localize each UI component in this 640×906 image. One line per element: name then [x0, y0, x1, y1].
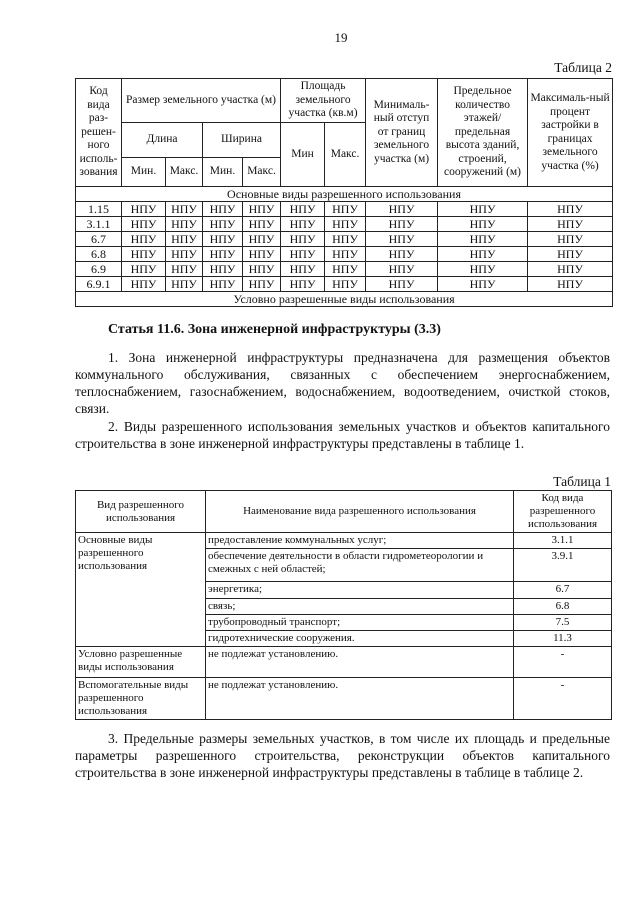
header-code: Код вида раз-решен-ного исполь-зования: [76, 79, 122, 187]
cell-name: энергетика;: [206, 582, 514, 599]
cell-code: 3.1.1: [76, 217, 122, 232]
cell-code: 3.9.1: [514, 549, 612, 582]
cell-value: НПУ: [325, 277, 366, 292]
cell-value: НПУ: [203, 262, 243, 277]
cell-value: НПУ: [366, 202, 438, 217]
table1-label: Таблица 1: [553, 474, 611, 489]
header-kind: Вид разрешенного использования: [76, 491, 206, 533]
group-conditional: Условно разрешенные виды использования: [76, 647, 206, 678]
cell-value: НПУ: [243, 202, 281, 217]
cell-value: НПУ: [122, 232, 166, 247]
header-size: Размер земельного участка (м): [122, 79, 281, 123]
cell-value: НПУ: [528, 262, 613, 277]
cell-code: 6.8: [514, 599, 612, 615]
header-area: Площадь земельного участка (кв.м): [281, 79, 366, 123]
cell-code: 11.3: [514, 631, 612, 647]
table-row: [76, 533, 612, 549]
cell-value: НПУ: [122, 262, 166, 277]
cell-value: НПУ: [166, 217, 203, 232]
cell-code: 6.9: [76, 262, 122, 277]
cell-value: НПУ: [122, 277, 166, 292]
header-name: Наименование вида разрешенного использования: [206, 491, 514, 533]
cell-value: НПУ: [366, 262, 438, 277]
header-length-max: Макс.: [166, 158, 203, 187]
cell-value: НПУ: [366, 247, 438, 262]
cell-value: НПУ: [281, 217, 325, 232]
cell-value: НПУ: [166, 202, 203, 217]
cell-name: обеспечение деятельности в области гидрометеорологии и смежных с ней областей;: [206, 549, 514, 582]
cell-code: 6.7: [514, 582, 612, 599]
cell-code: 6.8: [76, 247, 122, 262]
cell-code: 6.7: [76, 232, 122, 247]
table2-label: Таблица 2: [554, 60, 612, 75]
cell-value: НПУ: [281, 262, 325, 277]
table-row: [76, 217, 613, 232]
header-floors: Предельное количество этажей/ предельная высота зданий, строений, сооружений (м): [438, 79, 528, 187]
header-setback: Минималь-ный отступ от границ земельного участка (м): [366, 79, 438, 187]
header-percent: Максималь-ный процент застройки в границах земельного участка (%): [528, 79, 613, 187]
header-length: Длина: [122, 123, 203, 158]
article-heading: Статья 11.6. Зона инженерной инфраструктуры (3.3): [108, 322, 441, 337]
cell-code: -: [514, 647, 612, 678]
page-number: 19: [334, 30, 348, 45]
table-row: [76, 232, 613, 247]
cell-code: 1.15: [76, 202, 122, 217]
cell-value: НПУ: [243, 262, 281, 277]
header-width-min: Мин.: [203, 158, 243, 187]
cell-value: НПУ: [325, 232, 366, 247]
cell-code: -: [514, 678, 612, 720]
cell-value: НПУ: [325, 202, 366, 217]
table1: [75, 490, 612, 720]
table2: [75, 78, 613, 307]
cell-value: НПУ: [438, 262, 528, 277]
cell-value: НПУ: [438, 217, 528, 232]
cell-value: НПУ: [366, 232, 438, 247]
cell-value: НПУ: [166, 262, 203, 277]
paragraph-3: 3. Предельные размеры земельных участков, в том числе их площадь и предельные параметры разрешенного строительства, реконструкции объектов капитального строительства в зоне инженерной инфраструктуры представлены в таблице в таблице 2.: [75, 731, 610, 780]
cell-value: НПУ: [203, 277, 243, 292]
cell-value: НПУ: [203, 232, 243, 247]
cell-name: не подлежат установлению.: [206, 678, 514, 720]
table-row: [76, 262, 613, 277]
cell-value: НПУ: [528, 277, 613, 292]
cell-value: НПУ: [122, 202, 166, 217]
cell-name: трубопроводный транспорт;: [206, 615, 514, 631]
header-width: Ширина: [203, 123, 281, 158]
section-conditional: Условно разрешенные виды использования: [76, 292, 613, 307]
cell-value: НПУ: [243, 277, 281, 292]
cell-value: НПУ: [325, 247, 366, 262]
cell-value: НПУ: [166, 232, 203, 247]
group-auxiliary: Вспомогательные виды разрешенного использования: [76, 678, 206, 720]
header-length-min: Мин.: [122, 158, 166, 187]
group-main: Основные виды разрешенного использования: [76, 533, 206, 647]
header-code: Код вида разрешенного использования: [514, 491, 612, 533]
cell-value: НПУ: [166, 247, 203, 262]
cell-value: НПУ: [438, 277, 528, 292]
cell-code: 3.1.1: [514, 533, 612, 549]
cell-value: НПУ: [243, 232, 281, 247]
cell-value: НПУ: [243, 247, 281, 262]
cell-code: 7.5: [514, 615, 612, 631]
cell-value: НПУ: [243, 217, 281, 232]
cell-value: НПУ: [166, 277, 203, 292]
cell-value: НПУ: [438, 232, 528, 247]
cell-name: не подлежат установлению.: [206, 647, 514, 678]
table-row: [76, 678, 612, 720]
cell-value: НПУ: [203, 202, 243, 217]
cell-value: НПУ: [528, 232, 613, 247]
cell-value: НПУ: [528, 217, 613, 232]
cell-value: НПУ: [325, 217, 366, 232]
header-width-max: Макс.: [243, 158, 281, 187]
cell-value: НПУ: [281, 277, 325, 292]
paragraph-2: 2. Виды разрешенного использования земельных участков и объектов капитального строительства в зоне инженерной инфраструктуры представлены в таблице 1.: [75, 419, 610, 451]
cell-value: НПУ: [203, 217, 243, 232]
cell-value: НПУ: [366, 277, 438, 292]
cell-name: связь;: [206, 599, 514, 615]
table-row: [76, 277, 613, 292]
cell-value: НПУ: [528, 202, 613, 217]
cell-value: НПУ: [122, 247, 166, 262]
cell-name: гидротехнические сооружения.: [206, 631, 514, 647]
section-main: Основные виды разрешенного использования: [76, 187, 613, 202]
cell-value: НПУ: [438, 247, 528, 262]
header-area-min: Мин: [281, 123, 325, 187]
cell-value: НПУ: [281, 232, 325, 247]
header-area-max: Макс.: [325, 123, 366, 187]
table-row: [76, 247, 613, 262]
cell-value: НПУ: [203, 247, 243, 262]
cell-value: НПУ: [281, 247, 325, 262]
cell-value: НПУ: [528, 247, 613, 262]
cell-value: НПУ: [366, 217, 438, 232]
table-row: [76, 202, 613, 217]
paragraph-1: 1. Зона инженерной инфраструктуры предназначена для размещения объектов коммунального обслуживания, связанных с обеспечением энергоснабжением, теплоснабжением, газоснабжением, водоснабжением, водоотведением, очисткой стоков, связи.: [75, 350, 610, 416]
cell-code: 6.9.1: [76, 277, 122, 292]
cell-value: НПУ: [122, 217, 166, 232]
cell-value: НПУ: [325, 262, 366, 277]
table-row: [76, 647, 612, 678]
cell-value: НПУ: [281, 202, 325, 217]
cell-value: НПУ: [438, 202, 528, 217]
cell-name: предоставление коммунальных услуг;: [206, 533, 514, 549]
